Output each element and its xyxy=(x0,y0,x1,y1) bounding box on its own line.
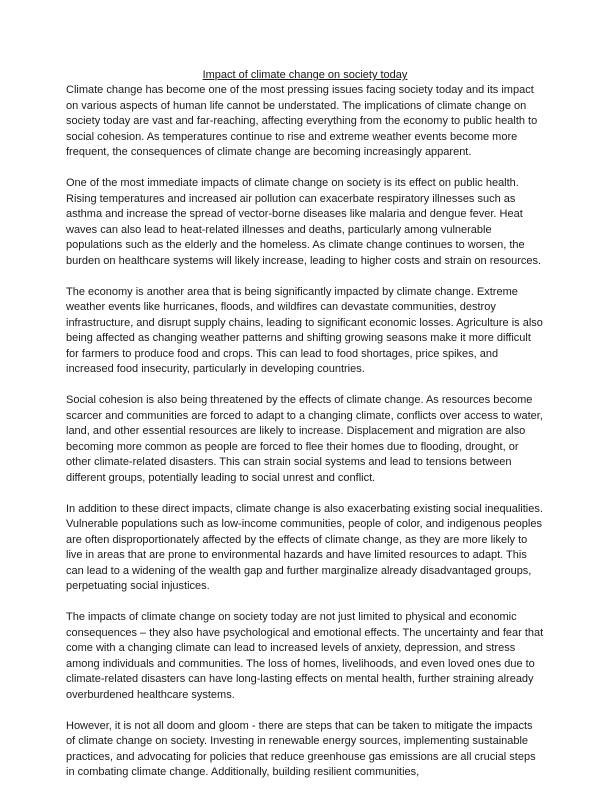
paragraph-economy: The economy is another area that is being significantly impacted by climate change. Extreme weather events like hurricanes, floods, and wildfires can devastate communities, destroy infrastructure, and disrupt supply chains, leading to significant economic losses. Agriculture is also being affected as changing weather patterns and shifting growing seasons make it more difficult for farmers to produce food and crops. This can lead to food shortages, price spikes, and increased food insecurity, particularly in developing countries. xyxy=(66,285,543,375)
paragraph-public-health: One of the most immediate impacts of climate change on society is its effect on public health. Rising temperatures and increased air pollution can exacerbate respiratory illnesses such as asthma and increase the spread of vector-borne diseases like malaria and dengue fever. Heat waves can also lead to heat-related illnesses and deaths, particularly among vulnerable populations such as the elderly and the homeless. As climate change continues to worsen, the burden on healthcare systems will likely increase, leading to higher costs and strain on resources. xyxy=(66,177,542,267)
document-title: Impact of climate change on society today xyxy=(202,69,408,81)
document-page xyxy=(66,68,544,781)
paragraph-psychological: The impacts of climate change on society today are not just limited to physical and economic consequences – they also have psychological and emotional effects. The uncertainty and fear that come with a changing climate can lead to increased levels of anxiety, depression, and stress among individuals and communities. The loss of homes, livelihoods, and even loved ones due to climate-related disasters can have long-lasting effects on mental health, further straining already overburdened healthcare systems. xyxy=(66,611,544,701)
paragraph-intro: Climate change has become one of the most pressing issues facing society today and its impact on various aspects of human life cannot be understated. The implications of climate change on society today are vast and far-reaching, affecting everything from the economy to public health to social cohesion. As temperatures continue to rise and extreme weather events become more frequent, the consequences of climate change are becoming increasingly apparent. xyxy=(66,84,538,158)
paragraph-mitigation: However, it is not all doom and gloom - there are steps that can be taken to mitigate the impacts of climate change on society. Investing in renewable energy sources, implementing sustainable practices, and advocating for policies that reduce greenhouse gas emissions are all crucial steps in combating climate change. Additionally, building resilient communities, xyxy=(66,719,536,778)
paragraph-social-cohesion: Social cohesion is also being threatened by the effects of climate change. As resources become scarcer and communities are forced to adapt to a changing climate, conflicts over access to water, land, and other essential resources are likely to increase. Displacement and migration are also becoming more common as people are forced to flee their homes due to flooding, drought, or other climate-related disasters. This can strain social systems and lead to tensions between different groups, potentially leading to social unrest and conflict. xyxy=(66,394,543,484)
paragraph-inequalities: In addition to these direct impacts, climate change is also exacerbating existing social inequalities. Vulnerable populations such as low-income communities, people of color, and indigenous peoples are often disproportionately affected by the effects of climate change, as they are more likely to live in areas that are prone to environmental hazards and have limited resources to adapt. This can lead to a widening of the wealth gap and further marginalize already disadvantaged groups, perpetuating social injustices. xyxy=(66,502,543,592)
